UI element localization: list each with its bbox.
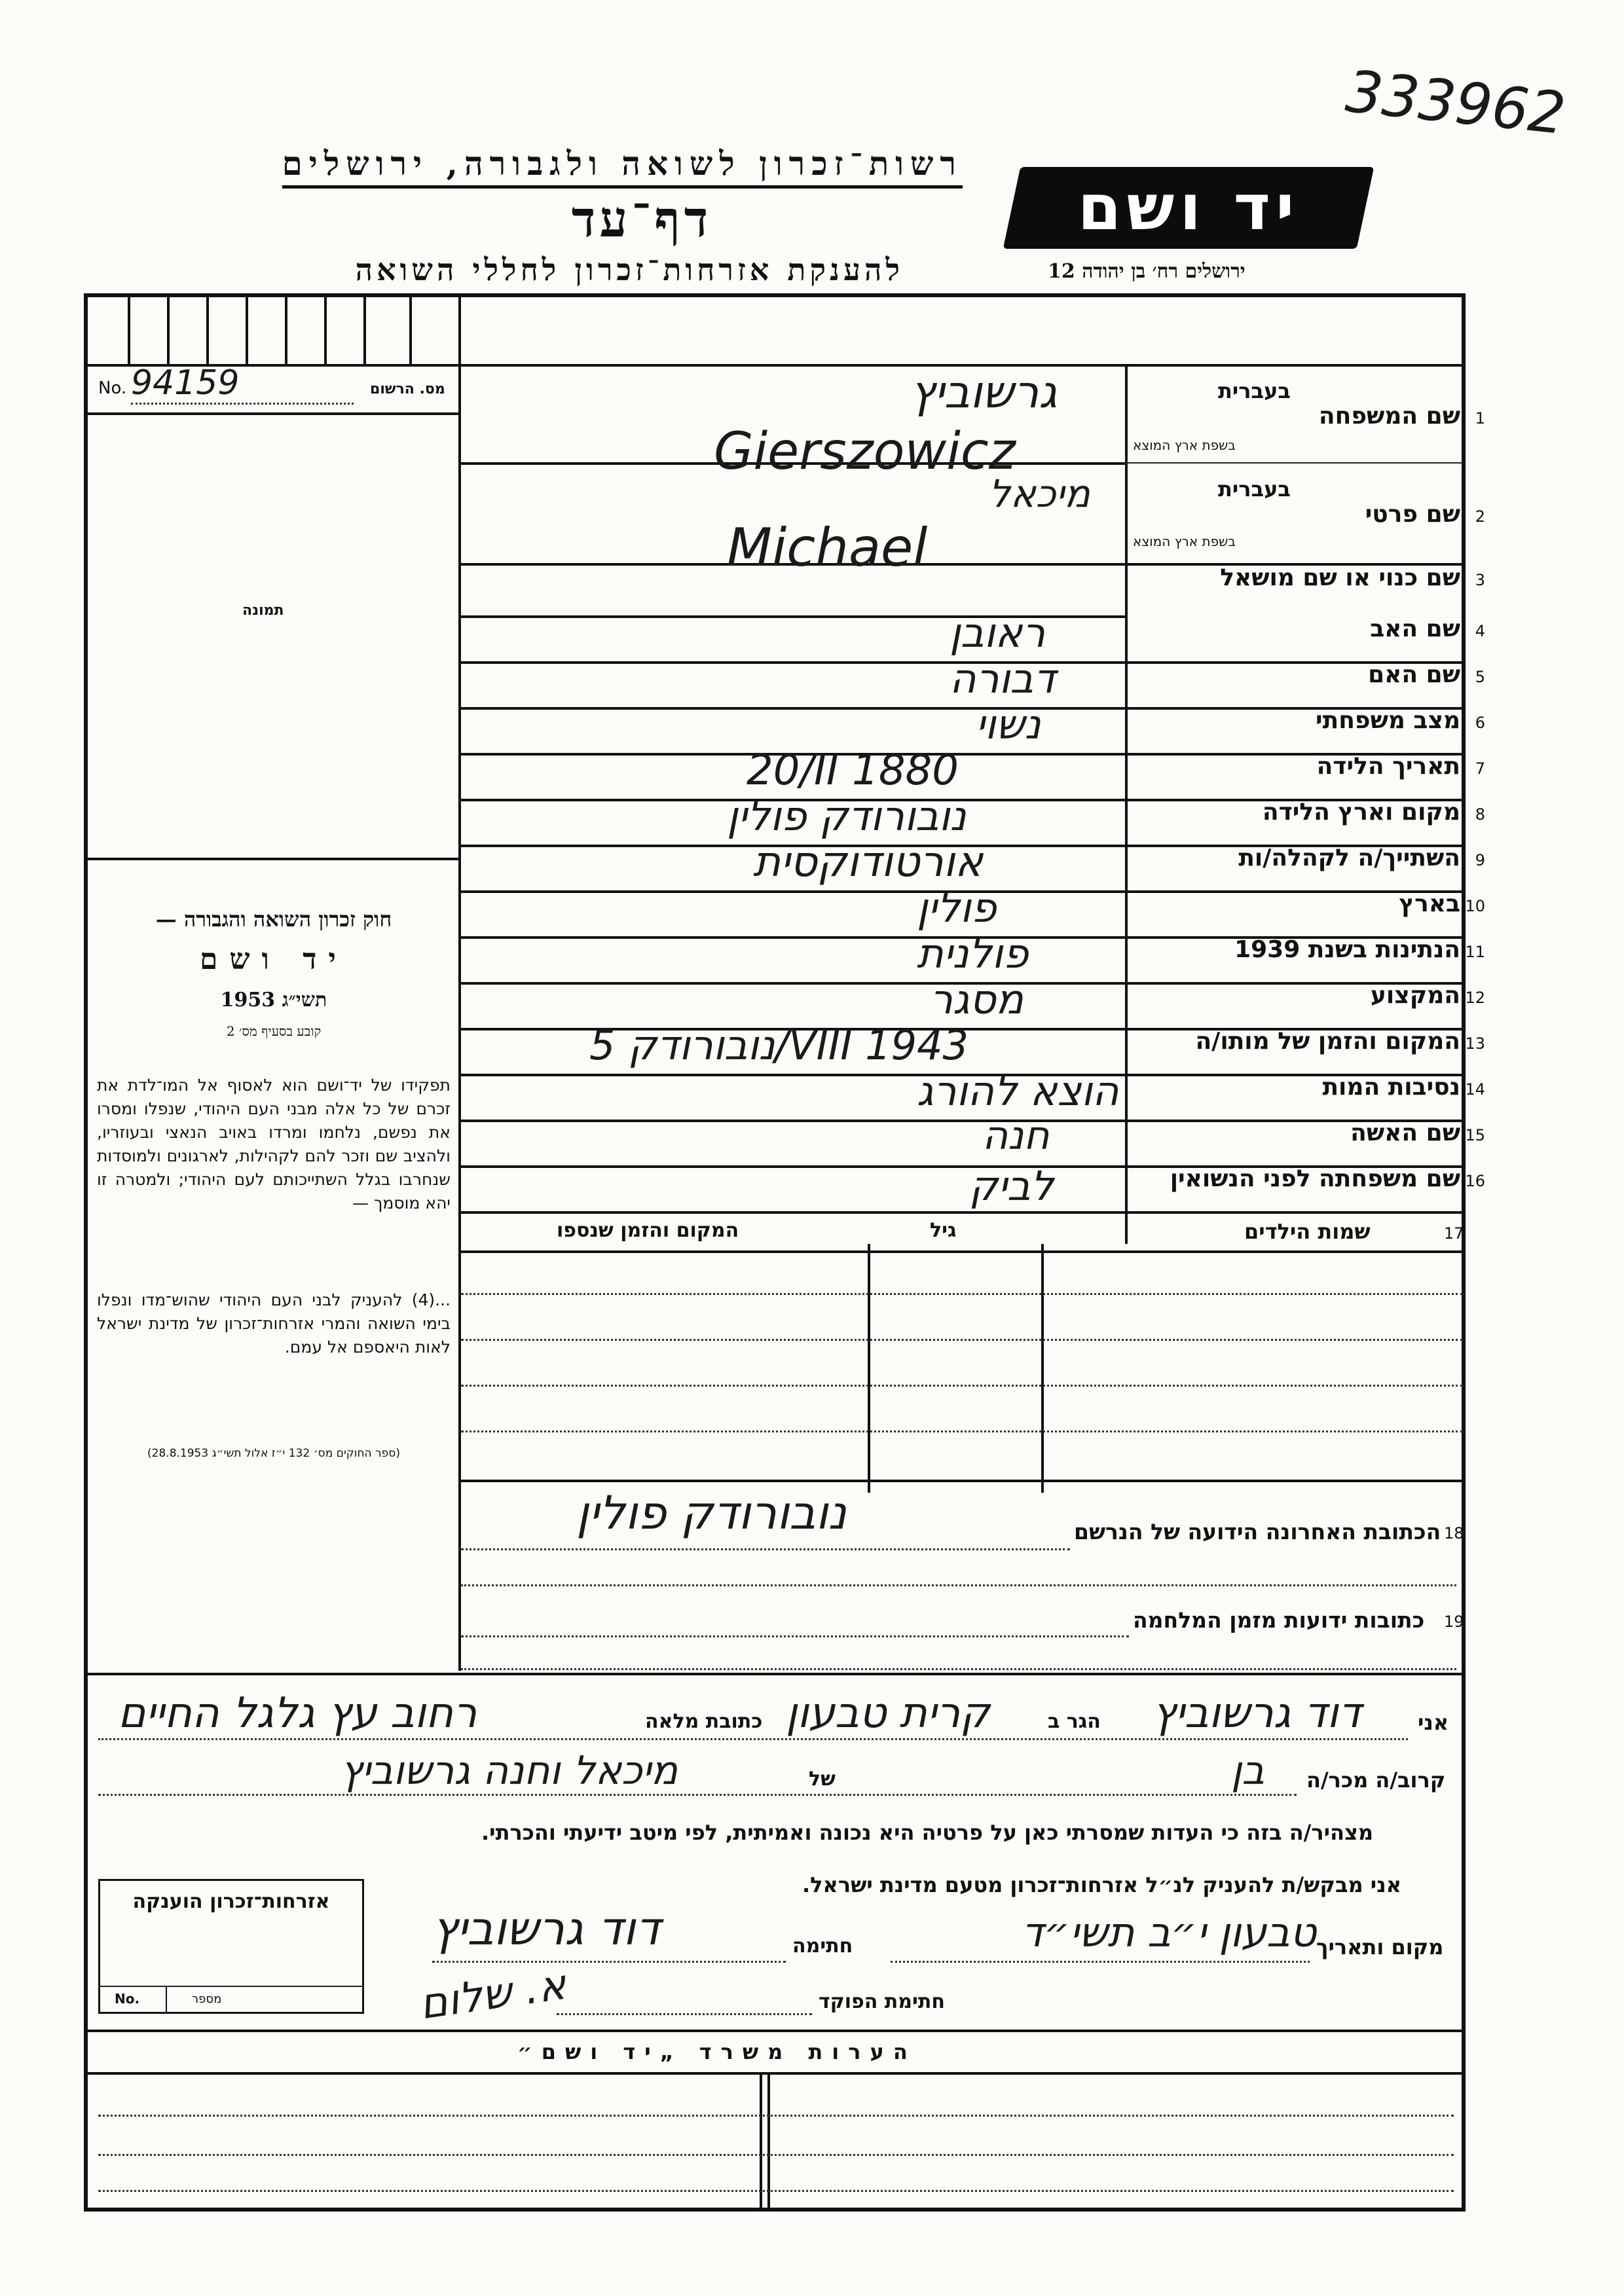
row-line xyxy=(461,707,1463,710)
field19-line xyxy=(461,1668,1456,1670)
form-subtitle: להענקת אזרחות־זכרון לחללי השואה xyxy=(355,252,904,287)
children-col-line xyxy=(1041,1244,1044,1493)
children-row-line xyxy=(461,1339,1463,1341)
field10-label: בארץ xyxy=(1399,890,1460,917)
resides-value: קרית טבעון xyxy=(786,1689,990,1738)
row-line xyxy=(461,753,1463,756)
authority-title: רשות־זכרון לשואה ולגבורה, ירושלים xyxy=(282,144,963,189)
field16-value: לביק xyxy=(969,1162,1054,1210)
certificate-no-label: No. xyxy=(115,1991,140,2007)
box-divider xyxy=(167,296,170,364)
notes-line xyxy=(98,2115,1454,2117)
office-notes-title: הערות משרד „יד ושם״ xyxy=(517,2039,917,2064)
form-title: דף־עד xyxy=(571,190,712,248)
field5-label: שם האם xyxy=(1368,661,1460,688)
notes-line xyxy=(98,2154,1454,2156)
photo-label: תמונה xyxy=(242,602,284,619)
certificate-divider xyxy=(166,1986,167,2012)
children-col-age: גיל xyxy=(930,1219,957,1242)
field1-value-origin: Gierszowicz xyxy=(714,422,1016,481)
row-line xyxy=(461,1120,1463,1122)
field2-label: שם פרטי xyxy=(1365,501,1460,528)
field18-line xyxy=(461,1584,1456,1586)
notes-line xyxy=(98,2190,1454,2192)
field4-num: 4 xyxy=(1475,622,1485,640)
signature-value: דוד גרשוביץ xyxy=(432,1902,661,1956)
label-divider xyxy=(1125,367,1128,1244)
field6-label: מצב משפחתי xyxy=(1316,707,1460,734)
declarant-name: דוד גרשוביץ xyxy=(1153,1689,1361,1738)
archive-number: 333962 xyxy=(1342,57,1569,148)
field11-num: 11 xyxy=(1465,943,1485,961)
field13-num: 13 xyxy=(1465,1034,1485,1053)
field19-label: כתובות ידועות מזמן המלחמה xyxy=(1133,1607,1425,1633)
field1-label: שם המשפחה xyxy=(1318,403,1460,429)
address-value: רחוב עץ גלגל החיים xyxy=(118,1689,477,1738)
field14-num: 14 xyxy=(1465,1080,1485,1099)
field6-num: 6 xyxy=(1475,714,1485,732)
section-divider xyxy=(86,1673,1463,1675)
field15-num: 15 xyxy=(1465,1126,1485,1144)
field18-num: 18 xyxy=(1444,1524,1464,1542)
registration-line xyxy=(86,412,460,415)
law-section4: ...(4) להעניק לבני העם היהודי שהוש־מדו ונפלו בימי השואה והמרי אזרחות־זכרון של מדינת ישראל לאות היאספם אל עמם. xyxy=(97,1290,451,1357)
law-yadvashem: יד ושם xyxy=(200,943,348,976)
field12-label: המקצוע xyxy=(1370,982,1460,1009)
yad-vashem-logo xyxy=(1003,167,1375,249)
field2-value-origin: Michael xyxy=(727,517,928,578)
field14-value: הוצא להורג xyxy=(917,1067,1119,1115)
children-row-line xyxy=(461,1430,1463,1432)
field19-num: 19 xyxy=(1444,1613,1464,1631)
signature-label: חתימה xyxy=(792,1935,853,1958)
declaration-request: אני מבקש/ת להעניק לנ״ל אזרחות־זכרון מטעם מדינת ישראל. xyxy=(802,1872,1401,1897)
place-date-value: טבעון י״ב תשי״ד xyxy=(1022,1908,1317,1956)
field1-value-hebrew: גרשוביץ xyxy=(910,367,1058,418)
certificate-box xyxy=(98,1879,364,2014)
box-divider xyxy=(363,296,366,364)
box-divider xyxy=(206,296,209,364)
declaration-statement: מצהיר/ה בזה כי העדות שמסרתי כאן על פרטיה היא נכונה ואמיתית, לפי מיטב ידיעתי והכרתי. xyxy=(481,1820,1374,1845)
box-divider xyxy=(409,296,412,364)
children-col-place-time: המקום והזמן שנספו xyxy=(557,1219,739,1242)
row-line xyxy=(1125,462,1463,464)
institution-address: ירושלים רח׳ בן יהודה 12 xyxy=(1048,260,1246,283)
field12-value: מסגר xyxy=(930,975,1024,1023)
field8-num: 8 xyxy=(1475,805,1485,824)
law-reference: (ספר החוקים מס׳ 132 י״ז אלול תשי״ג 28.8.1953) xyxy=(147,1447,400,1460)
field7-label: תאריך הלידה xyxy=(1316,753,1460,780)
notes-top-line xyxy=(86,2030,1463,2032)
children-row-line xyxy=(461,1385,1463,1387)
signature-line xyxy=(432,1961,786,1963)
field11-value: פולנית xyxy=(917,930,1029,977)
relation-value: בן xyxy=(1231,1748,1265,1794)
decl-line xyxy=(98,1738,1408,1740)
children-col-line xyxy=(868,1244,870,1493)
resides-label: הגר ב xyxy=(1048,1710,1101,1733)
field1-sub-origin: בשפת ארץ המוצא xyxy=(1133,437,1236,453)
row-line xyxy=(461,1211,1463,1214)
box-divider xyxy=(285,296,287,364)
registration-label: מס. הרשום xyxy=(370,381,445,397)
officer-line xyxy=(557,2013,812,2015)
field5-value: דבורה xyxy=(950,655,1056,702)
notes-divider xyxy=(767,2072,770,2210)
field18-label: הכתובת האחרונה הידועה של הנרשם xyxy=(1074,1519,1441,1544)
field15-value: חנה xyxy=(982,1113,1050,1159)
certificate-line xyxy=(100,1986,362,1987)
officer-signature: א. שלום xyxy=(416,1960,570,2030)
photo-line xyxy=(86,858,460,860)
field13-value: נובורודק 5/VIII 1943 xyxy=(589,1021,969,1069)
field7-value: 20/II 1880 xyxy=(747,746,959,795)
children-bottom-line xyxy=(461,1480,1463,1482)
logo-text: יד ושם xyxy=(1077,171,1300,244)
place-date-line xyxy=(891,1961,1310,1963)
field4-label: שם האב xyxy=(1370,615,1460,642)
decl-ani: אני xyxy=(1418,1710,1449,1735)
field2-sub-origin: בשפת ארץ המוצא xyxy=(1133,534,1236,549)
field16-num: 16 xyxy=(1465,1172,1485,1190)
field9-value: אורטודוקסית xyxy=(753,838,983,886)
field4-value: ראובן xyxy=(950,609,1046,657)
field9-num: 9 xyxy=(1475,851,1485,869)
registration-no-prefix: No. xyxy=(98,378,127,398)
law-title: חוק זכרון השואה והגבורה — xyxy=(155,907,392,932)
law-text: תפקידו של יד־ושם הוא לאסוף אל המו־לדת את זכרם של כל אלה מבני העם היהודי, שנפלו ומסרו את נפשם, נלחמו ומרדו באויב הנאצי ובעוזריו, ולהציב שם וזכר להם לקהילות, לארגונים ולמוסדות שנחרבו בגלל השתייכותם לעם היהודי; ולמטרה זו יהא מוסמך — xyxy=(97,1076,451,1212)
row-line xyxy=(461,1250,1463,1253)
law-year: תשי״ג 1953 xyxy=(220,989,327,1011)
certificate-title: אזרחות־זכרון הוענקה xyxy=(132,1890,330,1913)
field8-value: נובורודק פולין xyxy=(727,792,967,840)
field18-value: נובורודק פולין xyxy=(576,1486,847,1540)
field11-label: הנתינות בשנת 1939 xyxy=(1234,936,1460,963)
box-divider xyxy=(246,296,248,364)
field7-num: 7 xyxy=(1475,759,1485,778)
field14-label: נסיבות המות xyxy=(1322,1074,1460,1101)
registration-number: 94159 xyxy=(131,363,354,405)
relative-label: קרוב/ה מכר/ה xyxy=(1306,1768,1446,1793)
notes-header-line xyxy=(86,2072,1463,2075)
place-date-label: מקום ותאריך xyxy=(1316,1935,1444,1959)
field17-num: 17 xyxy=(1444,1224,1464,1243)
field2-num: 2 xyxy=(1475,507,1485,526)
children-row-line xyxy=(461,1293,1463,1295)
field8-label: מקום וארץ הלידה xyxy=(1262,799,1460,826)
field3-num: 3 xyxy=(1475,571,1485,589)
notes-divider xyxy=(760,2072,762,2210)
field5-num: 5 xyxy=(1475,668,1485,686)
field10-value: פולין xyxy=(917,884,997,932)
field16-label: שם משפחתה לפני הנשואין xyxy=(1170,1165,1460,1192)
decl-line xyxy=(98,1794,1297,1796)
law-clause: קובע בסעיף מס׳ 2 xyxy=(226,1023,322,1039)
field2-value-hebrew: מיכאל xyxy=(989,471,1090,516)
address-label: כתובת מלאה xyxy=(645,1710,763,1733)
field1-sub-hebrew: בעברית xyxy=(1218,378,1291,403)
children-col-names: שמות הילדים xyxy=(1244,1219,1371,1244)
field3-label: שם כנוי או שם מושאל xyxy=(1220,564,1460,591)
field10-num: 10 xyxy=(1465,897,1485,915)
of-label: של xyxy=(809,1768,836,1791)
field18-line xyxy=(461,1548,1070,1550)
field6-value: נשוי xyxy=(976,701,1041,748)
field15-label: שם האשה xyxy=(1350,1120,1460,1146)
field1-num: 1 xyxy=(1475,409,1485,428)
field2-sub-hebrew: בעברית xyxy=(1218,477,1291,501)
officer-label: חתימת הפוקד xyxy=(819,1990,945,2013)
field19-line xyxy=(461,1635,1129,1637)
field13-label: המקום והזמן של מותו/ה xyxy=(1195,1028,1460,1055)
certificate-number-label: מספר xyxy=(192,1992,222,2006)
box-divider xyxy=(128,296,130,364)
field12-num: 12 xyxy=(1465,989,1485,1007)
relation-of-value: מיכאל וחנה גרשוביץ xyxy=(341,1748,678,1794)
field9-label: השתייך/ה לקהלה/ות xyxy=(1238,845,1460,871)
box-divider xyxy=(324,296,327,364)
